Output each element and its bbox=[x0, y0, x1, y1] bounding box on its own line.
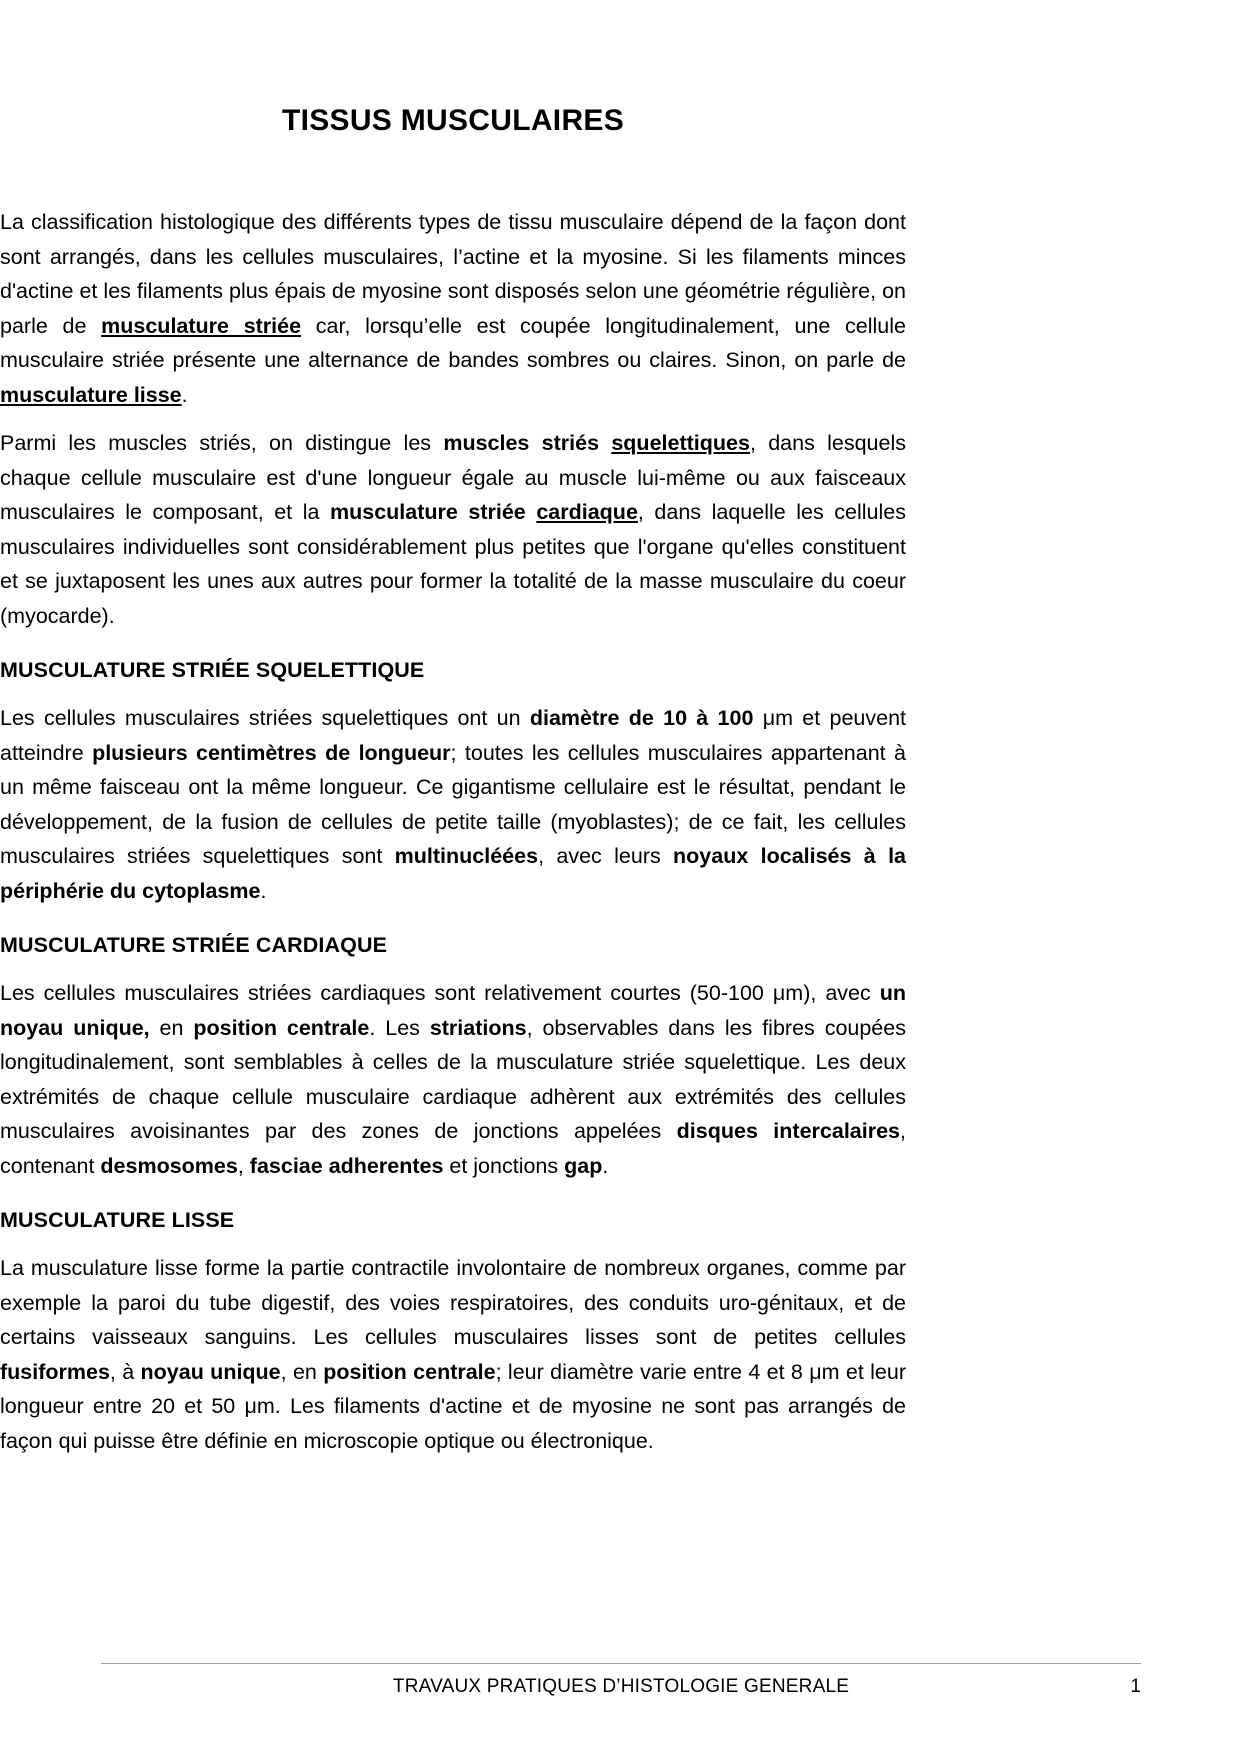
text-run: La classification histologique des différents types de tissu musculaire dépend de la façon dont sont arrangés, dans les cellules musculaires, l’actine et la myosine. Si les filaments minces d'actine et les filaments plus épais de myosine sont disposés selon une géométrie régulière, on parle de bbox=[0, 210, 906, 338]
term-fusiformes: fusiformes bbox=[0, 1359, 110, 1384]
term-fasciae-adherentes: fasciae adherentes bbox=[249, 1153, 444, 1178]
page-title: TISSUS MUSCULAIRES bbox=[281, 104, 625, 137]
term-plusieurs-centimetres: plusieurs centimètres de longueur bbox=[92, 740, 451, 765]
text-run: et peuvent atteindre bbox=[0, 706, 906, 765]
term-disques-intercalaires: disques intercalaires bbox=[676, 1119, 901, 1143]
text-run: et leur longueur entre 20 et 50 bbox=[0, 1359, 906, 1418]
text-run: , dans laquelle les cellules musculaires individuelles sont considérablement plus petites que l'organe qu'elles constituent et se juxtaposent les unes aux autres pour former la totalité de la masse musculaire du coeur (myocarde). bbox=[0, 500, 906, 628]
term-diametre bbox=[530, 706, 763, 730]
text-run: Les cellules musculaires striées squelettiques ont un bbox=[0, 706, 530, 730]
page-number: 1 bbox=[1130, 1676, 1141, 1697]
text-run: , à bbox=[109, 1359, 141, 1384]
text-run: ; leur diamètre varie entre 4 et 8 bbox=[495, 1359, 810, 1384]
paragraph-intro-2 bbox=[0, 426, 906, 633]
text-run: . bbox=[602, 1153, 609, 1178]
paragraph-intro-1 bbox=[0, 205, 906, 412]
term-striations: striations bbox=[429, 1015, 527, 1040]
text-run: , bbox=[237, 1153, 250, 1178]
text-run: et jonctions bbox=[443, 1153, 565, 1178]
page-footer bbox=[101, 1663, 1141, 1698]
section-heading-squelettique: MUSCULATURE STRIÉE SQUELETTIQUE bbox=[0, 658, 425, 682]
paragraph-squelettique bbox=[0, 701, 906, 908]
term-position-centrale: position centrale bbox=[323, 1359, 496, 1384]
text-run: Les cellules musculaires striées cardiaques sont relativement courtes (50-100 bbox=[0, 981, 773, 1005]
unit-micrometre: μm bbox=[244, 1394, 275, 1418]
term-noyau-unique: un noyau unique, bbox=[0, 981, 907, 1040]
text-run: . Les bbox=[369, 1015, 430, 1040]
footer-divider bbox=[101, 1663, 1141, 1664]
unit-micrometre: μm bbox=[762, 706, 793, 730]
text-run: ), avec bbox=[803, 981, 880, 1005]
term-musculature-striee: musculature striée bbox=[101, 313, 302, 338]
term-position-centrale: position centrale bbox=[193, 1015, 370, 1040]
term-musculature-striee-2: musculature striée bbox=[330, 500, 537, 524]
term-desmosomes: desmosomes bbox=[100, 1153, 238, 1178]
paragraph-lisse bbox=[0, 1251, 906, 1458]
term-muscles-stries: muscles striés bbox=[443, 431, 612, 455]
text-run: , contenant bbox=[0, 1119, 906, 1178]
text-run: , en bbox=[280, 1359, 324, 1384]
document-body bbox=[0, 205, 906, 1472]
text-run: en bbox=[149, 1015, 194, 1040]
term-musculature-lisse: musculature lisse bbox=[0, 382, 182, 407]
text-run: diamètre de 10 à 100 bbox=[529, 706, 763, 730]
text-run: , avec leurs bbox=[538, 844, 674, 868]
footer-row bbox=[101, 1676, 1141, 1698]
unit-micrometre: μm bbox=[772, 981, 804, 1005]
unit-micrometre: μm bbox=[809, 1359, 840, 1384]
section-heading-lisse: MUSCULATURE LISSE bbox=[0, 1208, 235, 1232]
text-run: . bbox=[260, 878, 267, 903]
text-run: , observables dans les fibres coupées longitudinalement, sont semblables à celles de la musculature striée squelettique. Les deux extrémités de chaque cellule musculaire cardiaque adhèrent aux extrémités des cellules musculaires avoisinantes par des zones de jonctions appelées bbox=[0, 1015, 906, 1143]
term-gap: gap bbox=[564, 1153, 603, 1178]
footer-text: TRAVAUX PRATIQUES D’HISTOLOGIE GENERALE bbox=[392, 1676, 850, 1697]
text-run: , dans lesquels chaque cellule musculaire est d'une longueur égale au muscle lui-même ou aux faisceaux musculaires le composant, et la bbox=[0, 431, 906, 524]
section-heading-cardiaque: MUSCULATURE STRIÉE CARDIAQUE bbox=[0, 933, 388, 957]
term-noyau-unique: noyau unique bbox=[140, 1359, 281, 1384]
text-run: ; toutes les cellules musculaires appartenant à un même faisceau ont la même longueur. Ce gigantisme cellulaire est le résultat, pendant le développement, de la fusion de cellules de petite taille (myoblastes); de ce fait, les cellules musculaires striées squelettiques sont bbox=[0, 740, 906, 868]
text-run: car, lorsqu’elle est coupée longitudinalement, une cellule musculaire striée présente une alternance de bandes sombres ou claires. Sinon, on parle de bbox=[0, 313, 906, 372]
paragraph-cardiaque bbox=[0, 976, 906, 1183]
text-run: La musculature lisse forme la partie contractile involontaire de nombreux organes, comme par exemple la paroi du tube digestif, des voies respiratoires, des conduits uro-génitaux, et de certains vaisseaux sanguins. Les cellules musculaires lisses sont de petites cellules bbox=[0, 1256, 906, 1349]
text-run: . Les filaments d'actine et de myosine ne sont pas arrangés de façon qui puisse être définie en microscopie optique ou électronique. bbox=[0, 1394, 907, 1453]
term-squelettiques: squelettiques bbox=[611, 431, 750, 455]
text-run: Parmi les muscles striés, on distingue les bbox=[0, 431, 444, 455]
term-cardiaque: cardiaque bbox=[536, 500, 638, 524]
text-run: . bbox=[181, 382, 188, 407]
term-multinuclees: multinucléées bbox=[394, 844, 539, 868]
term-noyaux-peripherie: noyaux localisés à la périphérie du cytoplasme bbox=[0, 844, 907, 903]
